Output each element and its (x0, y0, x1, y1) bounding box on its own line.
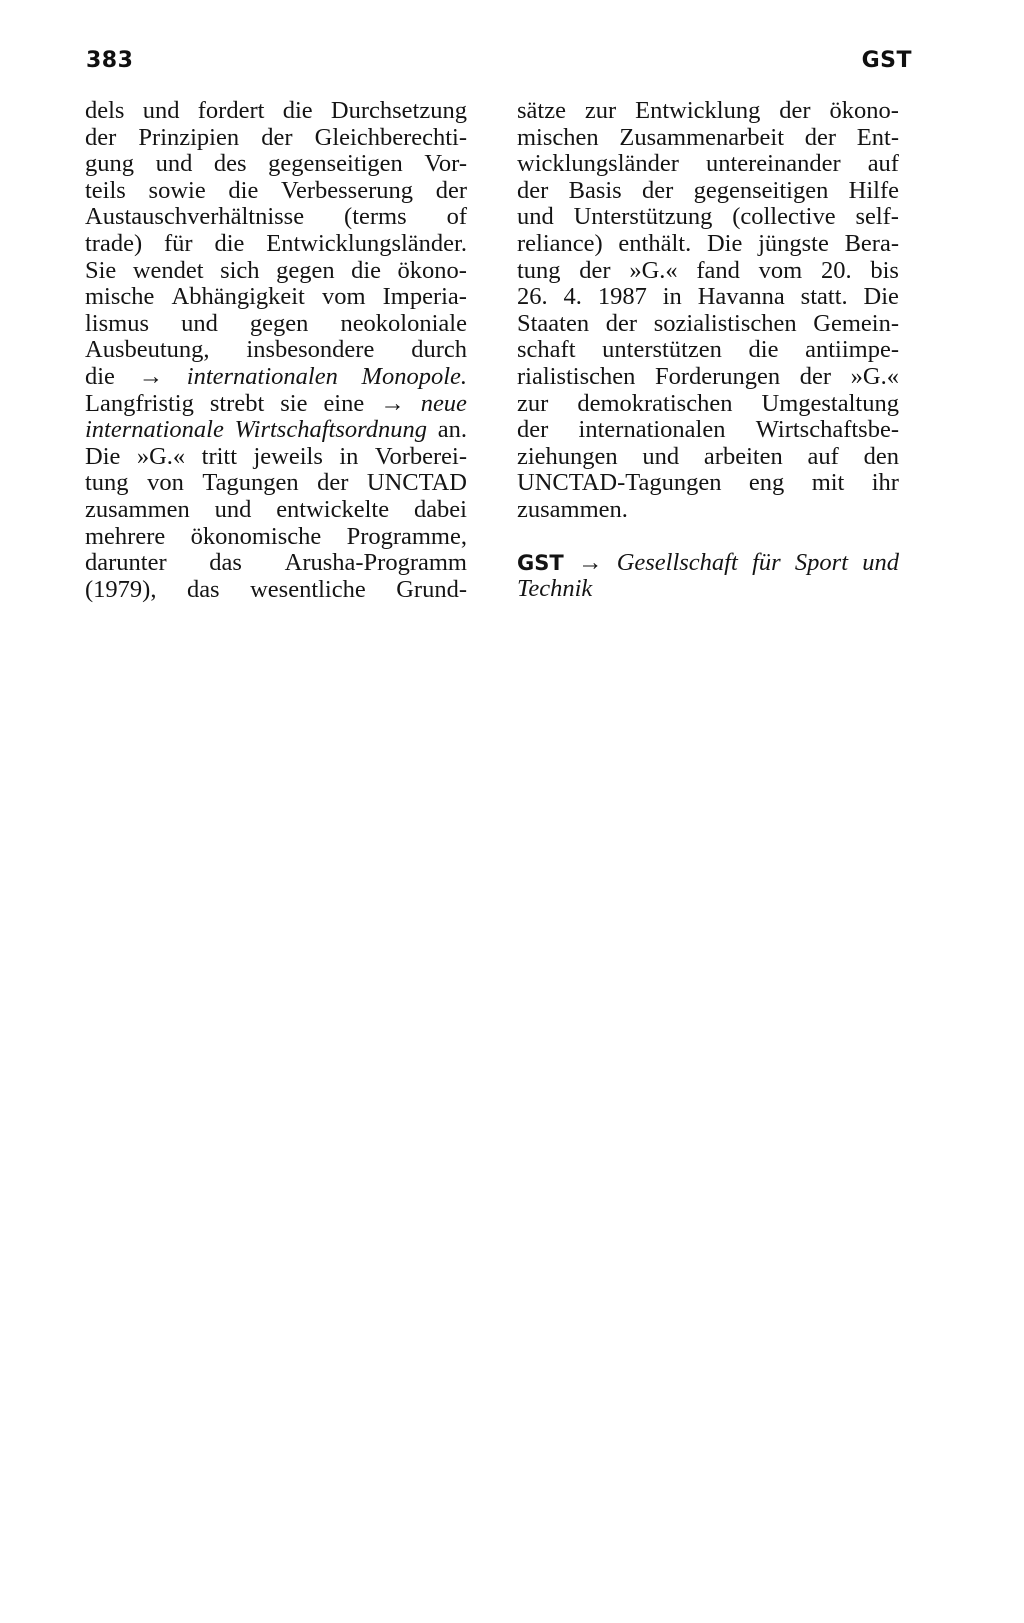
text-line (517, 337, 899, 364)
word: in (339, 442, 359, 470)
word: insbesondere (246, 336, 375, 364)
text-line (85, 231, 467, 258)
word: und (642, 442, 680, 470)
word: enthält. (618, 229, 692, 257)
text-line (85, 550, 467, 577)
word: demokratischen (577, 389, 733, 417)
text-line (517, 470, 899, 497)
word: an. (437, 416, 467, 444)
word: die (85, 362, 115, 390)
word: »G.« (136, 442, 186, 470)
word: die (748, 336, 779, 364)
word: darunter (85, 549, 167, 577)
word: der (517, 176, 549, 204)
word: Bera- (844, 229, 899, 257)
word: tritt (201, 442, 238, 470)
word: mehrere (85, 522, 166, 550)
word: sozialistischen (653, 309, 797, 337)
word: strebt (209, 389, 265, 417)
word: ziehungen (517, 442, 618, 470)
word: Vorberei- (374, 442, 467, 470)
word: sich (220, 256, 260, 284)
word: Grund- (396, 575, 467, 603)
word: der (517, 416, 549, 444)
word: der (779, 97, 811, 124)
word: ökonomische (190, 522, 322, 550)
word: jüngste (758, 229, 829, 257)
text-line (517, 151, 899, 178)
text-line (85, 337, 467, 364)
word: und (214, 495, 252, 523)
entry-headword: GST (517, 550, 564, 575)
word: auf (807, 442, 839, 470)
word: of (446, 203, 467, 231)
word: der (605, 309, 638, 337)
text-line (517, 231, 899, 258)
word: tung (517, 256, 561, 284)
word: fordert (197, 97, 265, 124)
word: Gemein- (813, 309, 899, 337)
word: von (147, 469, 184, 497)
text-line (85, 497, 467, 524)
word: internationalen (578, 416, 726, 444)
text-line (85, 364, 467, 391)
text-line (517, 258, 899, 285)
word: wendet (132, 256, 204, 284)
word: Prinzipien (138, 123, 240, 151)
running-title: GST (861, 48, 912, 73)
cross-reference-arrow: → (577, 548, 603, 576)
word: dels (85, 97, 125, 124)
word: zusammen. (517, 495, 628, 523)
word: untereinander (705, 150, 841, 178)
word: Die (85, 442, 121, 470)
cross-reference-term: und (862, 548, 899, 576)
word: mische (85, 283, 155, 311)
cross-reference-term: Technik (517, 575, 593, 603)
word: Zusammenarbeit (619, 123, 785, 151)
word: eine (323, 389, 365, 417)
word: entwickelte (276, 495, 390, 523)
text-line (85, 284, 467, 311)
word: sowie (148, 176, 206, 204)
word: der (804, 123, 837, 151)
word: sie (280, 389, 308, 417)
text-line (85, 417, 467, 444)
word: die (228, 176, 259, 204)
word: Unterstützung (573, 203, 713, 231)
word: Austauschverhältnisse (85, 203, 305, 231)
word: (1979), (85, 575, 157, 603)
word: wesentliche (250, 575, 366, 603)
word: neokoloniale (340, 309, 467, 337)
word: Hilfe (848, 176, 899, 204)
word: antiimpe- (805, 336, 899, 364)
word: Abhängigkeit (171, 283, 305, 311)
text-line (517, 284, 899, 311)
text-line (85, 98, 467, 125)
text-line (85, 577, 467, 604)
word: (terms (344, 203, 407, 231)
word: Havanna (697, 283, 785, 311)
entry-separator (517, 524, 899, 550)
word: »G.« (850, 362, 899, 390)
word: durch (411, 336, 467, 364)
word: und (155, 150, 193, 178)
word: das (186, 575, 220, 603)
word: 1987 (597, 283, 647, 311)
word: (collective (732, 203, 836, 231)
cross-reference-term: internationalen (186, 362, 338, 390)
word: arbeiten (703, 442, 783, 470)
word: zur (584, 97, 617, 124)
word: sätze (517, 97, 566, 124)
text-line (517, 391, 899, 418)
word: und (517, 203, 554, 231)
text-line (85, 204, 467, 231)
word: Basis (568, 176, 622, 204)
page-number: 383 (86, 48, 134, 73)
word: self- (855, 203, 899, 231)
word: zusammen (85, 495, 190, 523)
word: Die (706, 229, 743, 257)
word: und (142, 97, 180, 124)
text-line (517, 550, 899, 577)
word: Wirtschaftsbe- (755, 416, 899, 444)
word: Ent- (856, 123, 899, 151)
word: dabei (413, 495, 467, 523)
word: »G.« (629, 256, 678, 284)
cross-reference-term: Gesellschaft (616, 548, 738, 576)
cross-reference-term: Monopole. (361, 362, 467, 390)
word: zur (517, 389, 549, 417)
text-line (517, 311, 899, 338)
word: bis (870, 256, 899, 284)
word: vom (321, 283, 366, 311)
word: Umgestaltung (761, 389, 899, 417)
word: die (214, 229, 245, 257)
text-line (517, 497, 899, 524)
word: gung (85, 150, 134, 178)
word: ökono- (397, 256, 467, 284)
word: gegen (249, 309, 309, 337)
word: Programme, (346, 522, 467, 550)
text-line (85, 524, 467, 551)
word: lismus (85, 309, 149, 337)
word: der (317, 469, 349, 497)
word: 4. (563, 283, 582, 311)
text-line (85, 444, 467, 471)
text-line (85, 178, 467, 205)
word: Entwicklung (635, 97, 761, 124)
word: der (435, 176, 467, 204)
text-line (85, 391, 467, 418)
word: der (579, 256, 611, 284)
word: eng (748, 469, 785, 497)
word: trade) (85, 229, 143, 257)
word: ökono- (829, 97, 899, 124)
word: rialistischen (517, 362, 636, 390)
word: 26. (517, 283, 548, 311)
word: Sie (85, 256, 117, 284)
word: der (85, 123, 117, 151)
word: die (351, 256, 382, 284)
cross-reference-term: Wirtschaftsordnung (234, 416, 427, 444)
word: der (642, 176, 674, 204)
text-line (517, 576, 899, 603)
word: Imperia- (382, 283, 467, 311)
cross-reference-term: neue (420, 389, 467, 417)
text-line (517, 444, 899, 471)
word: Gleichberechti- (314, 123, 467, 151)
cross-reference-term: internationale (85, 416, 224, 444)
word: für (164, 229, 193, 257)
cross-reference-arrow: → (380, 389, 405, 417)
word: tung (85, 469, 129, 497)
word: 20. (820, 256, 852, 284)
word: gegen (276, 256, 335, 284)
text-line (517, 204, 899, 231)
text-line (517, 178, 899, 205)
word: reliance) (517, 229, 603, 257)
word: teils (85, 176, 126, 204)
text-line (85, 311, 467, 338)
word: Ausbeutung, (85, 336, 210, 364)
text-column-right (517, 98, 899, 603)
word: Vor- (424, 150, 467, 178)
cross-reference-arrow: → (138, 362, 164, 390)
text-line (85, 470, 467, 497)
word: jeweils (253, 442, 323, 470)
word: Durchsetzung (330, 97, 467, 124)
word: unterstützen (602, 336, 722, 364)
word: mischen (517, 123, 599, 151)
word: gegenseitigen (268, 150, 403, 178)
word: vom (758, 256, 803, 284)
word: und (181, 309, 218, 337)
text-column-left (85, 98, 467, 603)
word: den (863, 442, 899, 470)
word: gegenseitigen (693, 176, 829, 204)
word: fand (696, 256, 740, 284)
word: mit (811, 469, 845, 497)
cross-reference-term: für (752, 548, 781, 576)
word: statt. (800, 283, 848, 311)
word: Tagungen (202, 469, 299, 497)
word: in (662, 283, 682, 311)
word: des (213, 150, 247, 178)
word: Entwicklungsländer. (266, 229, 467, 257)
word: der (261, 123, 293, 151)
word: UNCTAD-Tagungen (517, 469, 722, 497)
cross-reference-term: Sport (794, 548, 848, 576)
word: ihr (871, 469, 899, 497)
word: UNCTAD (366, 469, 467, 497)
text-line (85, 151, 467, 178)
text-line (517, 98, 899, 125)
text-line (517, 125, 899, 152)
word: Langfristig (85, 389, 194, 417)
word: der (799, 362, 832, 390)
text-line (517, 417, 899, 444)
text-line (85, 258, 467, 285)
word: Forderungen (654, 362, 781, 390)
word: Die (863, 283, 899, 311)
word: Verbesserung (281, 176, 414, 204)
text-line (85, 125, 467, 152)
word: Arusha-Programm (284, 549, 467, 577)
word: das (209, 549, 242, 577)
word: die (282, 97, 313, 124)
word: auf (867, 150, 899, 178)
word: Staaten (517, 309, 590, 337)
word: schaft (517, 336, 576, 364)
word: wicklungsländer (517, 150, 679, 178)
text-line (517, 364, 899, 391)
